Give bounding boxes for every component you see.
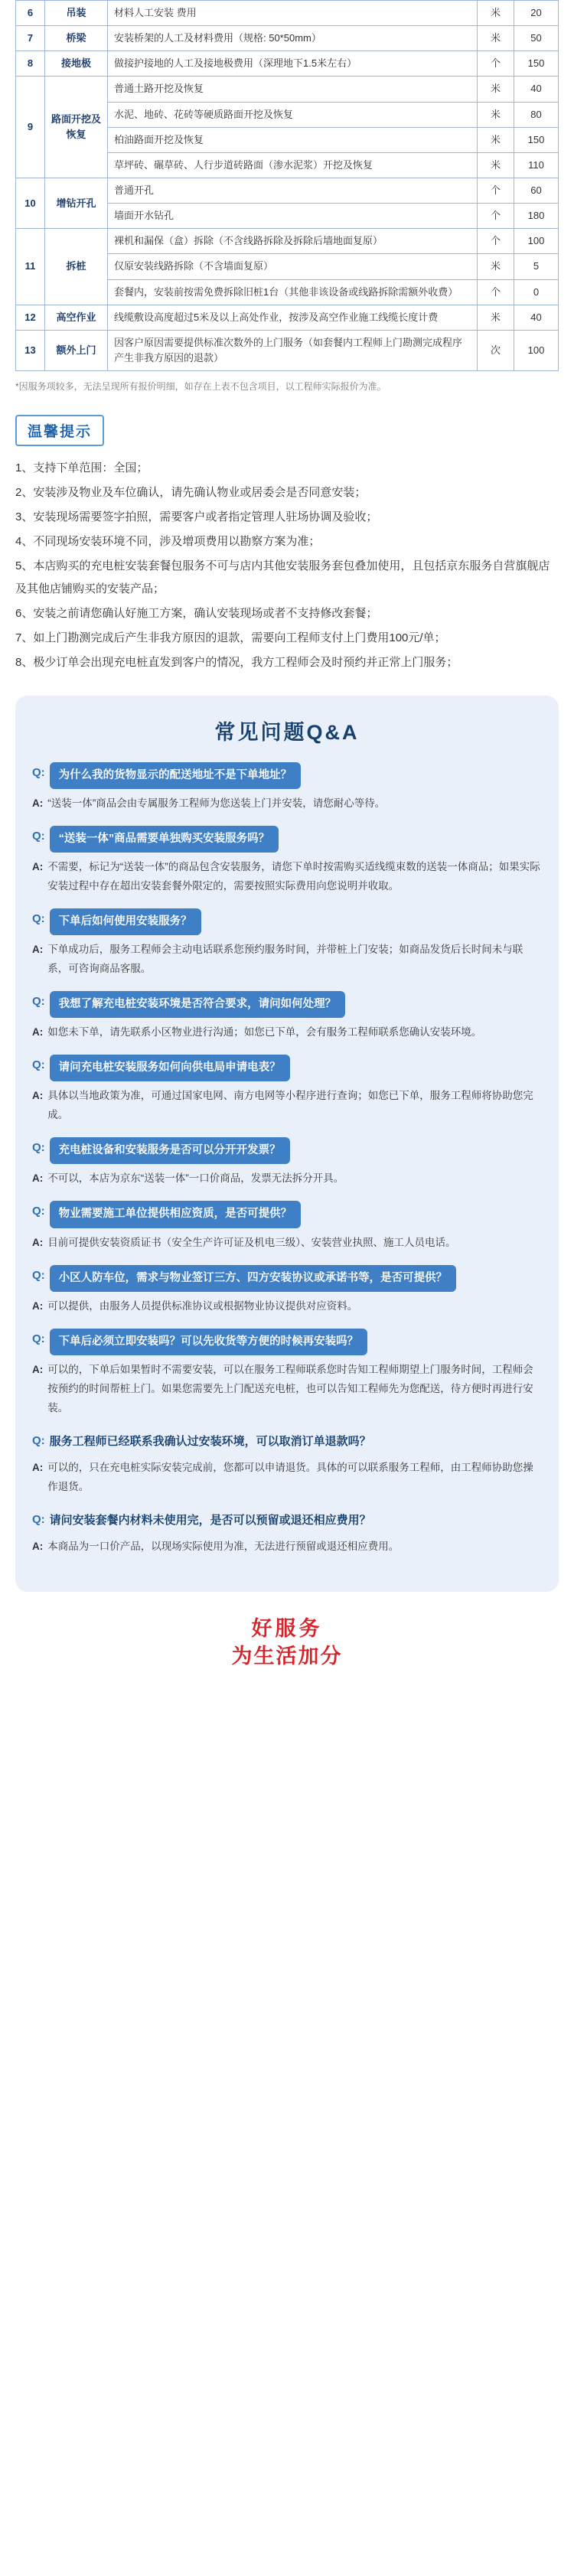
- row-item-name: 拆桩: [45, 229, 108, 305]
- row-price: 100: [514, 330, 559, 370]
- q-marker: Q:: [32, 1332, 45, 1345]
- a-marker: A:: [32, 1461, 44, 1473]
- footer-line-2: 为生活加分: [231, 1645, 343, 1668]
- qa-answer: [32, 1459, 542, 1497]
- qa-answer: [32, 1169, 542, 1189]
- qa-question-text: 服务工程师已经联系我确认过安装环境，可以取消订单退款吗？: [49, 1434, 371, 1448]
- qa-question-text: 充电桩设备和安装服务是否可以分开开发票？: [50, 1137, 290, 1164]
- qa-answer-text: 如您未下单，请先联系小区物业进行沟通；如您已下单，会有服务工程师联系您确认安装环境。: [47, 1026, 482, 1039]
- row-price: 5: [514, 254, 559, 279]
- q-marker: Q:: [32, 1268, 45, 1282]
- q-marker: Q:: [32, 1058, 45, 1072]
- row-index: 11: [16, 229, 45, 305]
- row-description: 裸机和漏保（盒）拆除（不含线路拆除及拆除后墙地面复原）: [108, 229, 478, 254]
- row-unit: 米: [478, 254, 514, 279]
- row-item-name: 增钻开孔: [45, 178, 108, 228]
- footer-slogan: [0, 1592, 574, 1691]
- row-unit: 米: [478, 305, 514, 330]
- a-marker: A:: [32, 860, 44, 872]
- table-row: [16, 330, 559, 370]
- qa-question: [32, 1509, 542, 1532]
- a-marker: A:: [32, 1540, 44, 1552]
- qa-answer: [32, 1361, 542, 1418]
- row-description: 柏油路面开挖及恢复: [108, 127, 478, 152]
- qa-item: [32, 1329, 542, 1418]
- row-price: 40: [514, 305, 559, 330]
- row-price: 60: [514, 178, 559, 203]
- qa-answer: [32, 1537, 542, 1557]
- qa-answer: [32, 1297, 542, 1316]
- qa-answer: [32, 941, 542, 979]
- row-description: 水泥、地砖、花砖等硬质路面开挖及恢复: [108, 102, 478, 127]
- row-item-name: 高空作业: [45, 305, 108, 330]
- a-marker: A:: [32, 1236, 44, 1248]
- warm-tips-title: 温馨提示: [15, 415, 104, 446]
- row-price: 40: [514, 77, 559, 102]
- qa-question: [32, 991, 542, 1018]
- a-marker: A:: [32, 1299, 44, 1312]
- row-item-name: 接地极: [45, 51, 108, 77]
- qa-answer-text: 具体以当地政策为准，可通过国家电网、南方电网等小程序进行查询；如您已下单，服务工程师将协助您完成。: [47, 1090, 533, 1121]
- q-marker: Q:: [32, 1512, 45, 1526]
- qa-item: [32, 762, 542, 814]
- qa-item: [32, 826, 542, 896]
- row-price: 150: [514, 51, 559, 77]
- row-description: 普通开孔: [108, 178, 478, 203]
- qa-answer-text: 目前可提供安装资质证书（安全生产许可证及机电三级）、安装营业执照、施工人员电话。: [47, 1236, 456, 1248]
- row-index: 13: [16, 330, 45, 370]
- qa-item: [32, 1509, 542, 1557]
- qa-question: [32, 826, 542, 853]
- qa-question-text: 小区人防车位，需求与物业签订三方、四方安装协议或承诺书等，是否可提供？: [50, 1265, 457, 1292]
- row-unit: 米: [478, 1, 514, 26]
- footer-line-1: 好服务: [251, 1616, 323, 1640]
- qa-answer-text: 本商品为一口价产品，以现场实际使用为准，无法进行预留或退还相应费用。: [47, 1540, 400, 1552]
- row-unit: 米: [478, 26, 514, 51]
- q-marker: Q:: [32, 829, 45, 843]
- row-price: 150: [514, 127, 559, 152]
- qa-question-text: 为什么我的货物显示的配送地址不是下单地址？: [50, 762, 302, 789]
- row-unit: 个: [478, 178, 514, 203]
- qa-item: [32, 1055, 542, 1125]
- table-footnote: *因服务项较多，无法呈现所有报价明细，如存在上表不包含项目，以工程师实际报价为准。: [15, 381, 386, 393]
- row-unit: 次: [478, 330, 514, 370]
- row-index: 8: [16, 51, 45, 77]
- table-row: [16, 229, 559, 254]
- q-marker: Q:: [32, 1433, 45, 1447]
- qa-question: [32, 1137, 542, 1164]
- q-marker: Q:: [32, 994, 45, 1008]
- row-description: 草坪砖、碾草砖、人行步道砖路面（渗水泥浆）开挖及恢复: [108, 152, 478, 178]
- row-price: 80: [514, 102, 559, 127]
- tip-item: 4、不同现场安装环境不同，涉及增项费用以勘察方案为准；: [15, 534, 321, 548]
- qa-question: [32, 1265, 542, 1292]
- qa-item: [32, 991, 542, 1042]
- row-price: 100: [514, 229, 559, 254]
- price-table-body: [16, 1, 559, 371]
- tip-item: 7、如上门勘测完成后产生非我方原因的退款，需要向工程师支付上门费用100元/单；: [15, 631, 446, 644]
- qa-answer: [32, 858, 542, 896]
- qa-answer: [32, 1023, 542, 1042]
- tip-item: 1、支持下单范围：全国；: [15, 461, 148, 474]
- a-marker: A:: [32, 1172, 44, 1185]
- qa-question-text: 请问安装套餐内材料未使用完，是否可以预留或退还相应费用？: [49, 1513, 371, 1527]
- qa-answer: [32, 1087, 542, 1125]
- qa-question-text: 物业需要施工单位提供相应资质，是否可提供？: [50, 1201, 302, 1228]
- row-price: 50: [514, 26, 559, 51]
- qa-item: [32, 1201, 542, 1252]
- a-marker: A:: [32, 797, 44, 809]
- a-marker: A:: [32, 943, 44, 955]
- row-description: 普通土路开挖及恢复: [108, 77, 478, 102]
- qa-answer-text: 下单成功后，服务工程师会主动电话联系您预约服务时间，并带桩上门安装；如商品发货后长时间未与联系，可咨询商品客服。: [47, 943, 523, 974]
- qa-item: [32, 1265, 542, 1316]
- table-row: [16, 1, 559, 26]
- qa-answer-text: 不可以，本店为京东“送装一体”一口价商品，发票无法拆分开具。: [47, 1172, 344, 1185]
- row-description: 线缆敷设高度超过5米及以上高处作业，按涉及高空作业施工线缆长度计费: [108, 305, 478, 330]
- qa-question-text: 我想了解充电桩安装环境是否符合要求，请问如何处理？: [50, 991, 346, 1018]
- table-row: [16, 51, 559, 77]
- row-item-name: 路面开挖及恢复: [45, 77, 108, 178]
- a-marker: A:: [32, 1090, 44, 1102]
- qa-answer-text: “送装一体”商品会由专属服务工程师为您送装上门并安装，请您耐心等待。: [47, 797, 386, 809]
- row-unit: 米: [478, 102, 514, 127]
- row-unit: 个: [478, 229, 514, 254]
- row-index: 12: [16, 305, 45, 330]
- row-unit: 米: [478, 77, 514, 102]
- row-index: 10: [16, 178, 45, 228]
- qa-question: [32, 1055, 542, 1081]
- qa-question: [32, 1430, 542, 1453]
- tip-item: 6、安装之前请您确认好施工方案，确认安装现场或者不支持修改套餐；: [15, 606, 378, 620]
- row-price: 20: [514, 1, 559, 26]
- qa-question: [32, 908, 542, 935]
- qa-answer-text: 不需要，标记为“送装一体”的商品包含安装服务，请您下单时按需购买适线缆束数的送装一体商品；如果实际安装过程中存在超出安装套餐外限定的，需要按照实际费用向您说明并收取。: [47, 860, 540, 892]
- tip-item: 2、安装涉及物业及车位确认，请先确认物业或居委会是否同意安装；: [15, 485, 367, 499]
- qa-question-text: 请问充电桩安装服务如何向供电局申请电表？: [50, 1055, 290, 1081]
- q-marker: Q:: [32, 1141, 45, 1155]
- row-price: 110: [514, 152, 559, 178]
- row-item-name: 吊装: [45, 1, 108, 26]
- qa-answer-text: 可以的，只在充电桩实际安装完成前，您都可以申请退货。具体的可以联系服务工程师，由工程师协助您操作退货。: [47, 1461, 533, 1492]
- qa-answer: [32, 794, 542, 814]
- table-row: [16, 305, 559, 330]
- q-marker: Q:: [32, 1205, 45, 1218]
- table-row: [16, 178, 559, 203]
- qa-item: [32, 908, 542, 979]
- qa-item: [32, 1137, 542, 1189]
- tip-item: 3、安装现场需要签字拍照，需要客户或者指定管理人驻场协调及验收；: [15, 510, 378, 523]
- table-row: [16, 77, 559, 102]
- tip-item: 5、本店购买的充电桩安装套餐包服务不可与店内其他安装服务套包叠加使用，且包括京东服务自营旗舰店及其他店铺购买的安装产品；: [15, 559, 550, 595]
- qa-answer: [32, 1234, 542, 1253]
- table-row: [16, 26, 559, 51]
- qa-question-text: 下单后如何使用安装服务？: [50, 908, 201, 935]
- row-index: 6: [16, 1, 45, 26]
- row-description: 安装桥架的人工及材料费用（规格: 50*50mm）: [108, 26, 478, 51]
- row-price: 180: [514, 204, 559, 229]
- qa-item: [32, 1430, 542, 1497]
- qa-answer-text: 可以的，下单后如果暂时不需要安装，可以在服务工程师联系您时告知工程师期望上门服务时间，工程师会按预约的时间帮桩上门。如果您需要先上门配送充电桩，也可以告知工程师先为您配送，待方便时再进行安装。: [47, 1363, 533, 1414]
- qa-question-text: 下单后必须立即安装吗？可以先收货等方便的时候再安装吗？: [50, 1329, 368, 1355]
- q-marker: Q:: [32, 911, 45, 925]
- qa-question: [32, 1329, 542, 1355]
- row-unit: 个: [478, 204, 514, 229]
- qa-question: [32, 762, 542, 789]
- qa-title: 常见问题Q&A: [214, 720, 360, 744]
- row-price: 0: [514, 279, 559, 305]
- a-marker: A:: [32, 1026, 44, 1039]
- row-description: 做接护接地的人工及接地极费用（深理地下1.5米左右）: [108, 51, 478, 77]
- row-description: 材料人工安装 费用: [108, 1, 478, 26]
- row-index: 9: [16, 77, 45, 178]
- row-item-name: 额外上门: [45, 330, 108, 370]
- qa-question: [32, 1201, 542, 1228]
- row-unit: 个: [478, 51, 514, 77]
- row-item-name: 桥梁: [45, 26, 108, 51]
- qa-question-text: “送装一体”商品需要单独购买安装服务吗？: [50, 826, 279, 853]
- row-description: 墙面开水钻孔: [108, 204, 478, 229]
- qa-section: [15, 696, 559, 1592]
- q-marker: Q:: [32, 765, 45, 779]
- row-unit: 个: [478, 279, 514, 305]
- row-description: 套餐内，安装前按需免费拆除旧桩1台（其他非该设备或线路拆除需额外收费）: [108, 279, 478, 305]
- tip-item: 8、极少订单会出现充电桩直发到客户的情况，我方工程师会及时预约并正常上门服务；: [15, 655, 458, 669]
- price-table: [15, 0, 559, 371]
- a-marker: A:: [32, 1363, 44, 1375]
- row-index: 7: [16, 26, 45, 51]
- warm-tips-body: [15, 457, 559, 674]
- row-unit: 米: [478, 127, 514, 152]
- warm-tips-section: [15, 415, 559, 674]
- qa-answer-text: 可以提供，由服务人员提供标准协议或根据物业协议提供对应资料。: [47, 1299, 358, 1312]
- row-description: 仅原安装线路拆除（不含墙面复原）: [108, 254, 478, 279]
- row-description: 因客户原因需要提供标准次数外的上门服务（如套餐内工程师上门勘测完成程序产生非我方原因的退款）: [108, 330, 478, 370]
- row-unit: 米: [478, 152, 514, 178]
